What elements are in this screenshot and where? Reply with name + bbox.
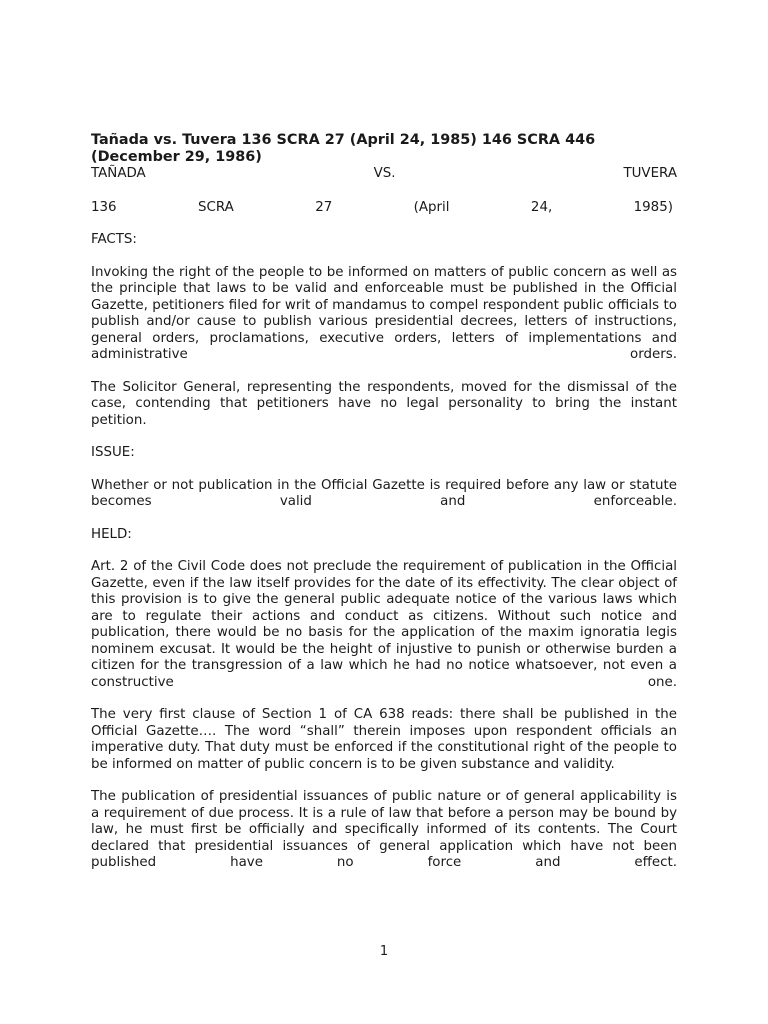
issue-paragraph: Whether or not publication in the Official Gazette is required before any law or statute becomes valid and enforceable.: [91, 477, 677, 509]
citation-line: [91, 200, 677, 217]
party-versus: VS.: [373, 166, 396, 181]
case-title: Tañada vs. Tuvera 136 SCRA 27 (April 24, 1985) 146 SCRA 446 (December 29, 1986): [91, 132, 596, 165]
document-body: [91, 132, 677, 872]
page-number: 1: [379, 944, 389, 959]
citation-day: 24,: [530, 199, 553, 215]
held-heading: HELD:: [91, 526, 132, 542]
facts-paragraph-1: Invoking the right of the people to be informed on matters of public concern as well as the principle that laws to be valid and enforceable must be published in the Official Gazette, petitioners filed for writ of mandamus to compel respondent public officials to publish and/or cause to publish various presidential decrees, letters of instructions, general orders, proclamations, executive orders, letters of implementations and administrative orders.: [91, 264, 677, 362]
parties-line: [91, 166, 677, 183]
facts-heading: FACTS:: [91, 232, 137, 247]
citation-volume: 136: [91, 199, 117, 215]
party-respondent: TUVERA: [623, 166, 677, 181]
party-petitioner: TAÑADA: [91, 166, 146, 181]
held-paragraph-1: Art. 2 of the Civil Code does not preclude the requirement of publication in the Official Gazette, even if the law itself provides for the date of its effectivity. The clear object of this provision is to give the general public adequate notice of the various laws which are to regulate their actions and conduct as citizens. Without such notice and publication, there would be no basis for the application of the maxim ignoratia legis nominem excusat. It would be the height of injustive to punish or otherwise burden a citizen for the transgression of a law which he had no notice whatsoever, not even a constructive one.: [91, 559, 677, 690]
issue-heading: ISSUE:: [91, 445, 135, 460]
citation-year: 1985): [633, 199, 673, 215]
held-paragraph-3: The publication of presidential issuances of public nature or of general applicability is a requirement of due process. It is a rule of law that before a person may be bound by law, he must first be officially and specifically informed of its contents. The Court declared that presidential issuances of general application which have not been published have no force and effect.: [91, 789, 677, 870]
citation-reporter: SCRA: [197, 199, 234, 215]
held-paragraph-2: The very first clause of Section 1 of CA 638 reads: there shall be published in the Official Gazette…. The word “shall” therein imposes upon respondent officials an imperative duty. That duty must be enforced if the constitutional right of the people to be informed on matter of public concern is to be given substance and validity.: [91, 707, 677, 772]
citation-month: (April: [413, 199, 450, 215]
facts-paragraph-2: The Solicitor General, representing the respondents, moved for the dismissal of the case, contending that petitioners have no legal personality to bring the instant petition.: [91, 379, 677, 428]
citation-page: 27: [315, 199, 333, 215]
